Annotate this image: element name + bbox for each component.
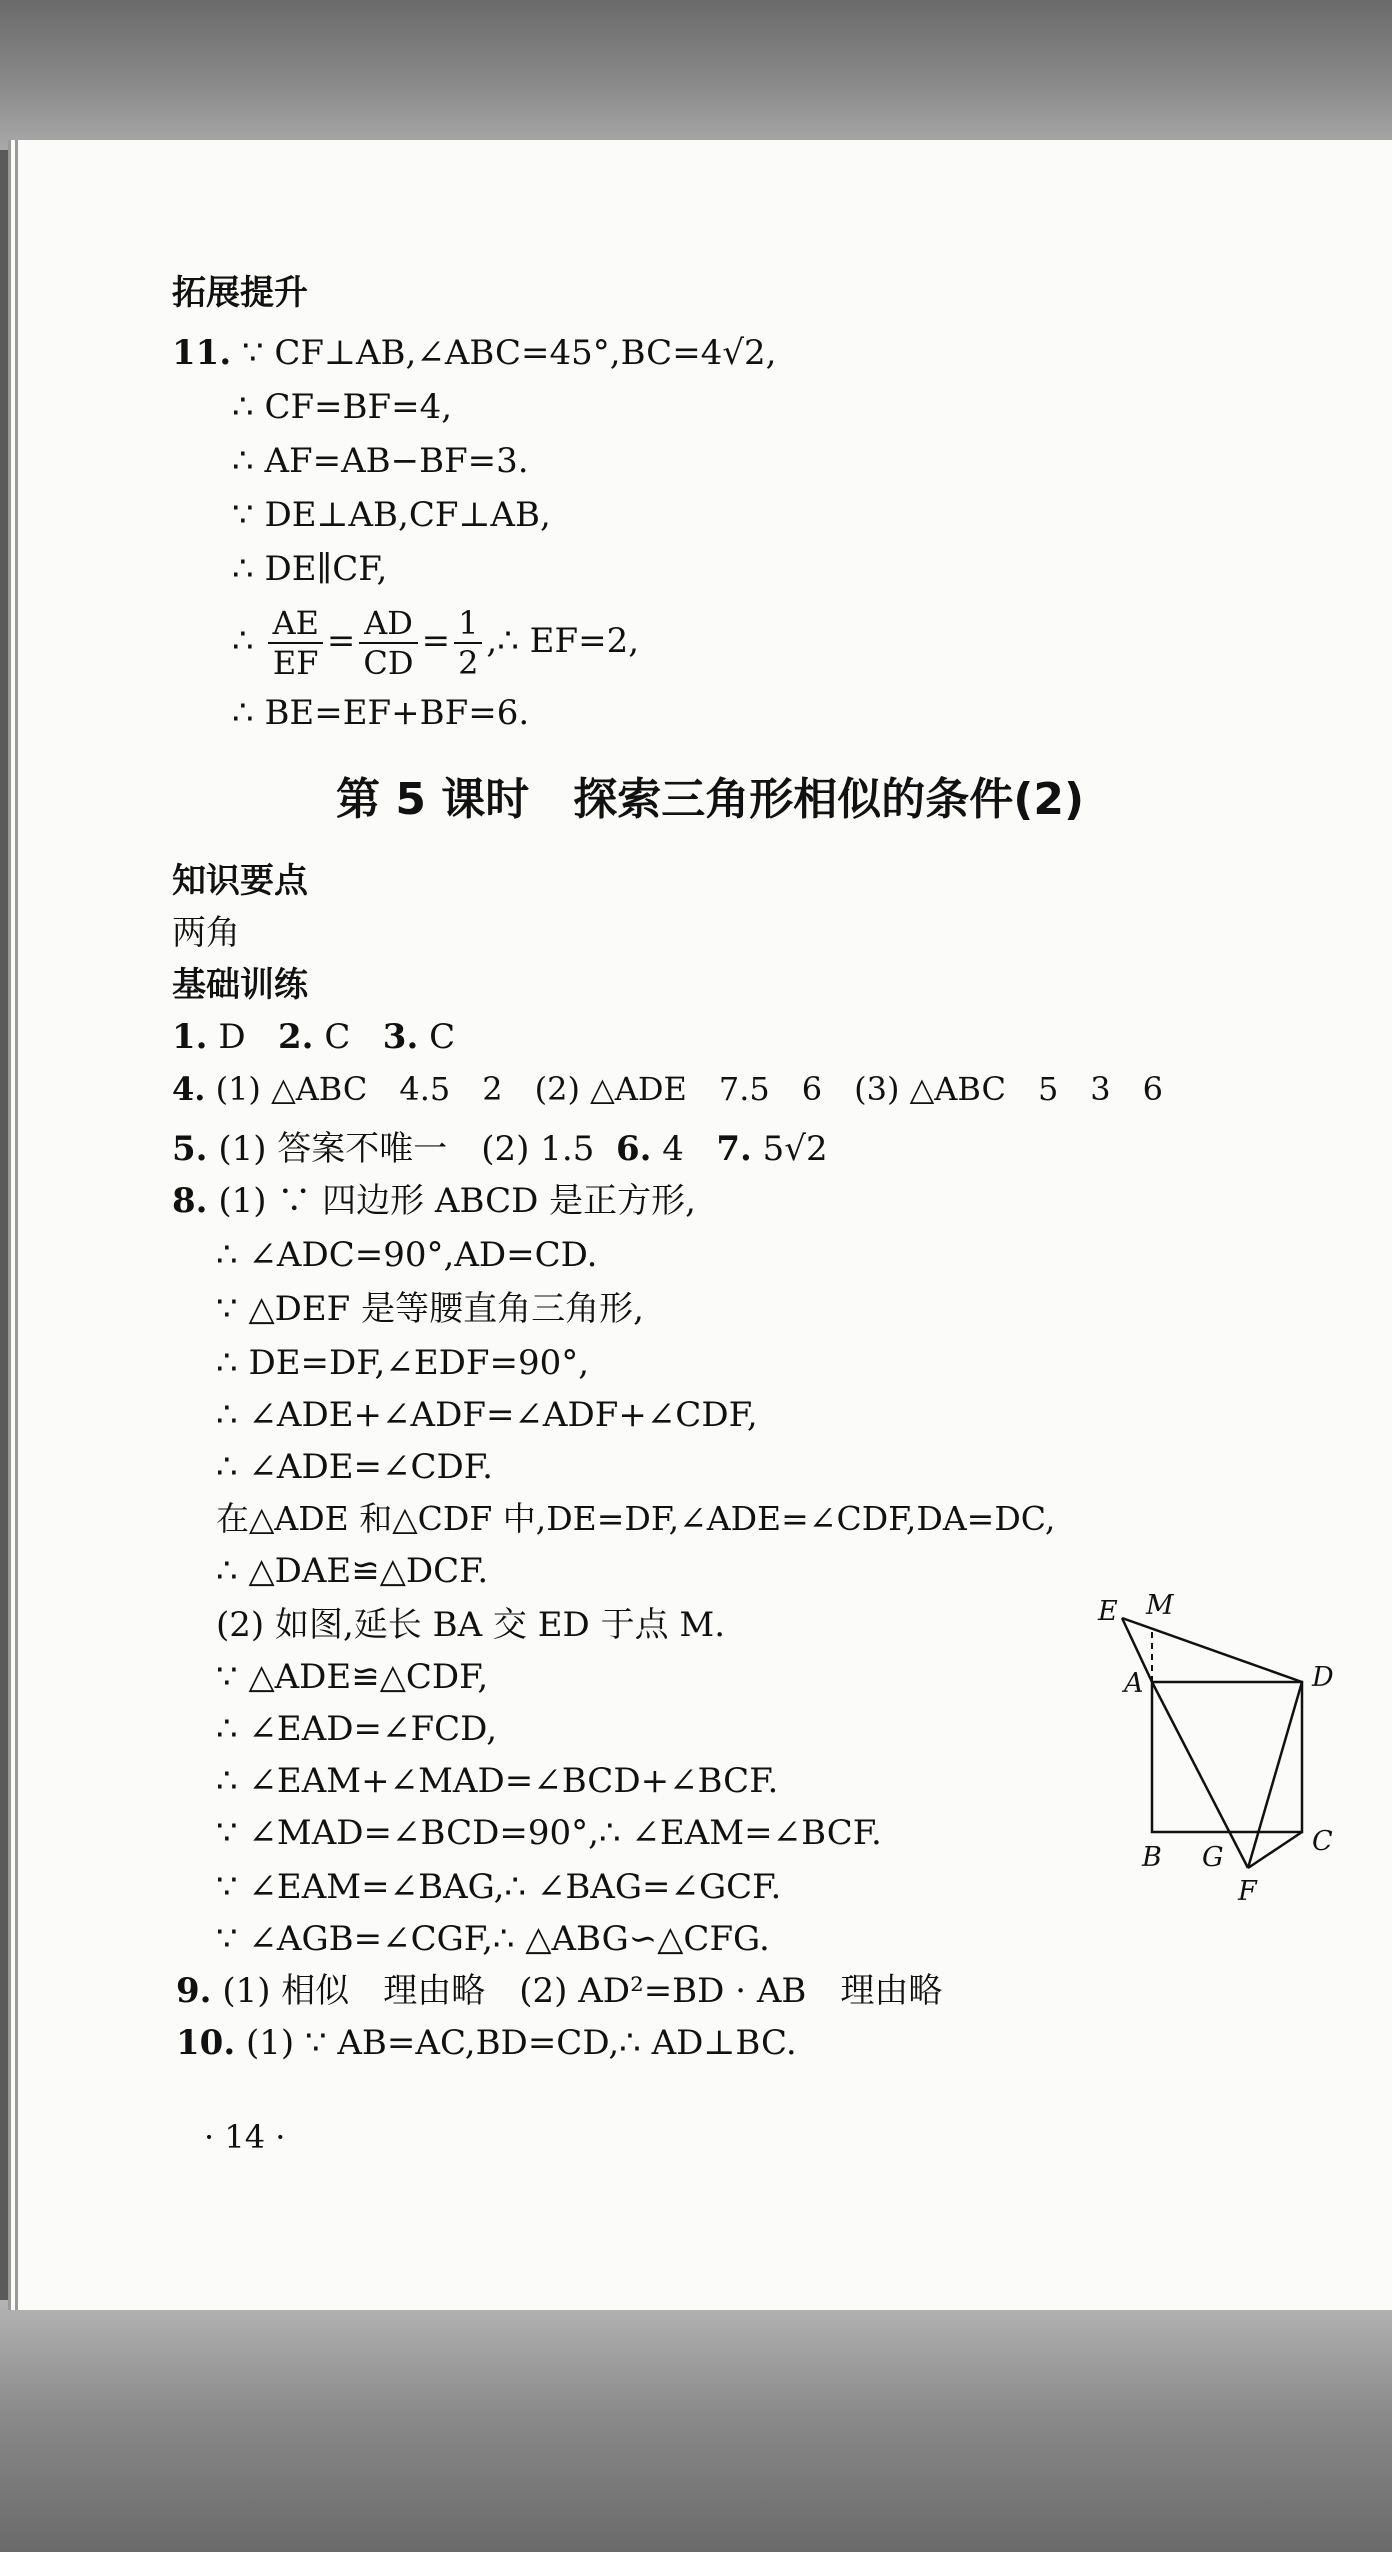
q9-line: 9. (1) 相似 理由略 (2) AD²=BD · AB 理由略: [176, 1971, 943, 2011]
q11-ratio-line: ∴ $\frac{AE}{EF}$ = $\frac{AD}{CD}$ = $\frac{1}{2}$ ,∴ EF=2,: [232, 604, 640, 682]
q8-line-7: 在△ADE 和△CDF 中,DE=DF,∠ADE=∠CDF,DA=DC,: [216, 1499, 1056, 1538]
geometry-figure: [1080, 1590, 1350, 1915]
q8-line-1: 8. (1) ∵ 四边形 ABCD 是正方形,: [172, 1181, 696, 1221]
label-f: F: [1238, 1876, 1257, 1907]
q11-line-5: ∴ DE∥CF,: [232, 549, 388, 589]
q11-line-last: ∴ BE=EF+BF=6.: [232, 693, 530, 733]
fraction-ae-ef: $\frac{AE}{EF}$: [268, 604, 322, 682]
label-e: E: [1098, 1596, 1118, 1627]
label-c: C: [1312, 1826, 1333, 1857]
q10-number: 10.: [176, 2023, 236, 2063]
q8-line-2: ∴ ∠ADC=90°,AD=CD.: [216, 1235, 598, 1275]
segment-ed: [1122, 1618, 1302, 1682]
label-b: B: [1142, 1842, 1162, 1873]
answers-5-7: 5. (1) 答案不唯一 (2) 1.5 6. 4 7. 5√2: [172, 1129, 828, 1169]
q11-line-3: ∴ AF=AB−BF=3.: [232, 441, 529, 481]
q8-line-5: ∴ ∠ADE+∠ADF=∠ADF+∠CDF,: [216, 1395, 758, 1435]
q10-line: 10. (1) ∵ AB=AC,BD=CD,∴ AD⊥BC.: [176, 2023, 797, 2063]
q8-line-12: ∴ ∠EAM+∠MAD=∠BCD+∠BCF.: [216, 1761, 779, 1801]
q11-line-1: 11. ∵ CF⊥AB,∠ABC=45°,BC=4√2,: [172, 333, 777, 373]
q8-line-6: ∴ ∠ADE=∠CDF.: [216, 1447, 493, 1487]
answer-4: 4. (1) △ABC 4.5 2 (2) △ADE 7.5 6 (3) △ABC 5 3 6: [172, 1070, 1164, 1108]
segment-af: [1152, 1682, 1248, 1868]
section-heading-extend: 拓展提升: [172, 273, 308, 313]
q8-line-10: ∵ △ADE≌△CDF,: [216, 1657, 489, 1697]
q8-line-8: ∴ △DAE≌△DCF.: [216, 1551, 489, 1591]
q8-line-15: ∵ ∠AGB=∠CGF,∴ △ABG∽△CFG.: [216, 1919, 770, 1959]
q9-number: 9.: [176, 1971, 212, 2011]
section-heading-basic: 基础训练: [172, 965, 308, 1005]
therefore-symbol: ∴: [232, 621, 254, 661]
q11-number: 11.: [172, 333, 232, 373]
answers-1-3: 1. D 2. C 3. C: [172, 1017, 456, 1057]
q8-line-3: ∵ △DEF 是等腰直角三角形,: [216, 1289, 644, 1329]
q11-line-4: ∵ DE⊥AB,CF⊥AB,: [232, 495, 551, 535]
page-number: · 14 ·: [204, 2118, 286, 2156]
fraction-one-half: $\frac{1}{2}$: [454, 604, 482, 682]
segment-df: [1248, 1682, 1302, 1868]
label-a: A: [1124, 1668, 1144, 1699]
scanner-top-background: [0, 0, 1392, 150]
q8-line-13: ∵ ∠MAD=∠BCD=90°,∴ ∠EAM=∠BCF.: [216, 1813, 882, 1853]
q8-number: 8.: [172, 1181, 208, 1221]
q11-line-2: ∴ CF=BF=4,: [232, 387, 453, 427]
q8-line-9: (2) 如图,延长 BA 交 ED 于点 M.: [216, 1605, 726, 1645]
scanner-bottom-background: [0, 2300, 1392, 2552]
label-m: M: [1146, 1590, 1174, 1621]
label-g: G: [1202, 1842, 1224, 1873]
knowledge-text: 两角: [172, 913, 240, 953]
fraction-ad-cd: $\frac{AD}{CD}$: [359, 604, 417, 682]
section-heading-knowledge: 知识要点: [172, 861, 308, 901]
q8-line-14: ∵ ∠EAM=∠BAG,∴ ∠BAG=∠GCF.: [216, 1867, 782, 1907]
lesson-title: 第 5 课时 探索三角形相似的条件(2): [336, 774, 1085, 825]
q8-line-4: ∴ DE=DF,∠EDF=90°,: [216, 1343, 590, 1383]
label-d: D: [1312, 1662, 1334, 1693]
q8-line-11: ∴ ∠EAD=∠FCD,: [216, 1709, 497, 1749]
